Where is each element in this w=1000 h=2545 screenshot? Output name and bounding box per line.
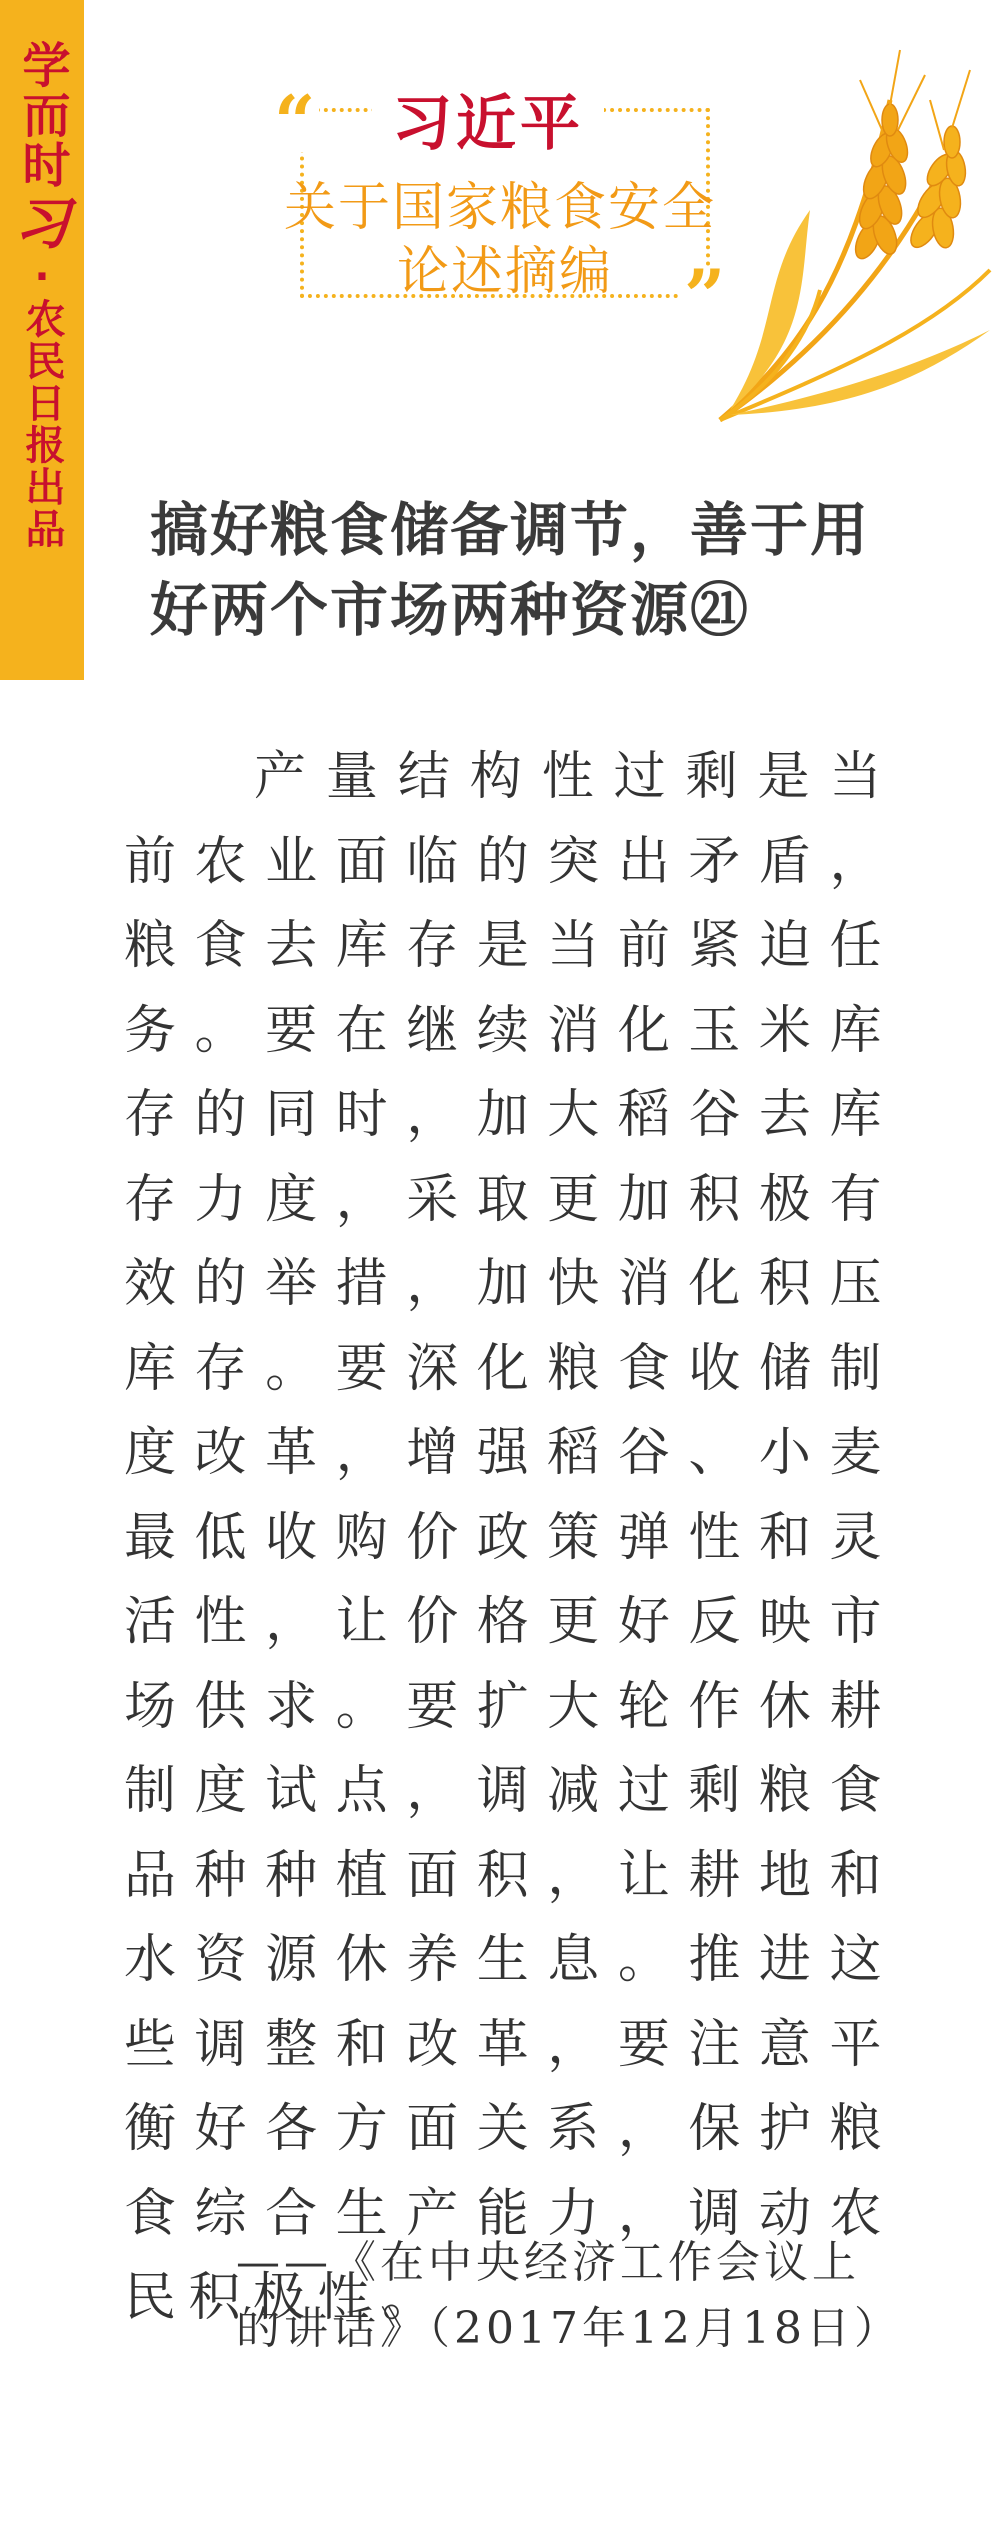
tag-xue-er-shi: 学而时 xyxy=(14,40,70,190)
article-source: ——《在中央经济工作会议上的讲话》（2017年12月18日） xyxy=(236,2237,902,2354)
tag-separator: · xyxy=(34,254,50,300)
side-column-tag xyxy=(0,0,84,680)
close-quote-mark: ” xyxy=(680,266,729,326)
header-subtitle-line2: 论述摘编 xyxy=(396,242,613,302)
article-title: 搞好粮食储备调节，善于用好两个市场两种资源㉑ xyxy=(150,496,871,644)
header-subtitle-line1: 关于国家粮食安全 xyxy=(283,178,716,238)
tag-publisher: 农民日报出品 xyxy=(19,298,65,550)
wheat-icon xyxy=(700,30,1000,430)
open-quote-mark: “ xyxy=(270,92,319,152)
tag-xi-character: 习 xyxy=(14,191,70,257)
article-body: 产量结构性过剩是当前农业面临的突出矛盾，粮食去库存是当前紧迫任务。要在继续消化玉米库存的同时，加大稻谷去库存力度，采取更加积极有效的举措，加快消化积压库存。要深化粮食收储制度改革，增强稻谷、小麦最低收购价政策弹性和灵活性，让价格更好反映市场供求。要扩大轮作休耕制度试点，调减过剩粮食品种种植面积，让耕地和水资源休养生息。推进这些调整和改革，要注意平衡好各方面关系，保护粮食综合生产能力，调动农民积极性。 xyxy=(124,747,894,2328)
header-name: 习近平 xyxy=(372,88,604,160)
